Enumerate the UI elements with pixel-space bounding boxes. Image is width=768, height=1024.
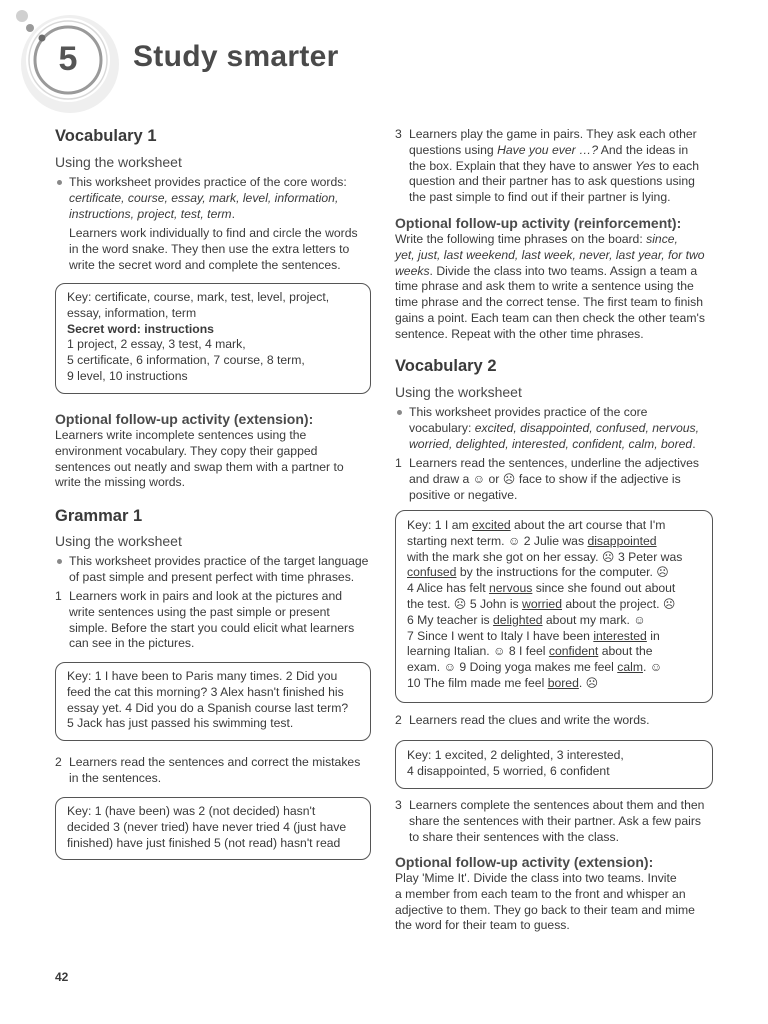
text-segment: .	[692, 436, 696, 451]
item-number: 2	[395, 713, 402, 727]
text-segment: Play 'Mime It'. Divide the class into two teams. Invite a member from each team to the front and whisper an adjective to them. They go back to their team and mime the word for their team to guess.	[395, 871, 695, 933]
vocab2-subheading: Using the worksheet	[395, 384, 522, 400]
item-number: 3	[395, 127, 402, 141]
text-segment: Key: certificate, course, mark, test, level, project, essay, information, term	[67, 290, 330, 320]
text-segment: Secret word: instructions	[67, 321, 214, 336]
grammar1-heading: Grammar 1	[55, 507, 143, 525]
vocab2-item-1-text	[395, 456, 699, 503]
grammar1-subheading: Using the worksheet	[55, 533, 182, 549]
vocab1-key-box	[55, 283, 371, 394]
vocab1-paragraph	[69, 226, 358, 273]
grammar1-key-2-text	[67, 804, 346, 851]
underlined-word: delighted	[493, 612, 543, 627]
ext1-heading: Optional follow-up activity (extension):	[55, 411, 314, 427]
text-segment: .	[231, 206, 235, 221]
reinforcement-paragraph	[395, 232, 705, 343]
text-segment: about the exam. ☺ 9 Doing yoga makes me feel	[407, 644, 653, 675]
text-segment: And the ideas in the box. Explain that they have to answer	[409, 142, 689, 173]
text-segment: Key: 1 I have been to Paris many times. 2 Did you feed the cat this morning? 3 Alex hasn't finished his essay yet. 4 Did you do a Spanish course last term? 5 Jack has just passed his swimming test.	[67, 669, 349, 731]
text-segment: Learners read the clues and write the words.	[409, 713, 650, 727]
text-segment: . ☺ 10 The film made me feel	[407, 660, 663, 690]
underlined-word: confused	[407, 565, 457, 580]
italic-text: Yes	[635, 158, 656, 173]
vocab1-bullet-text	[55, 175, 347, 222]
text-segment: This worksheet provides practice of the core words:	[69, 175, 347, 189]
text-segment: about the project. ☹ 6 My teacher is	[407, 596, 676, 627]
grammar1-item-2-text	[55, 755, 360, 787]
underlined-word: worried	[522, 596, 562, 611]
page-number: 42	[55, 970, 69, 984]
text-segment: with the mark she got on her essay. ☹ 3 Peter was	[407, 549, 683, 564]
underlined-word: confident	[548, 644, 599, 659]
italic-text: since, yet, just, last weekend, last week, never, last year, for two weeks	[395, 232, 705, 278]
italic-text: certificate, course, essay, mark, level, information, instructions, project, test, term	[69, 190, 339, 221]
page-title: Study smarter	[133, 40, 339, 73]
text-segment: Learners read the sentences, underline the adjectives and draw a ☺ or ☹ face to show if the adjective is positive or negative.	[409, 456, 699, 502]
item-number: 1	[55, 589, 62, 603]
grammar1-bullet-text	[55, 554, 368, 586]
text-segment: . Divide the class into two teams. Assign a team a time phrase and ask them to write a sentence using the time phrase and the correct tense. The first team to finish gains a point. Each team can then check the other team's sentence. Repeat with the other time phrases.	[395, 263, 705, 341]
vocab2-key-box-2	[395, 740, 713, 789]
grammar1-key-box-2	[55, 797, 371, 860]
text-segment: Learners work in pairs and look at the pictures and write sentences using the past simple or present simple. Before the start you could elicit what learners can see in the pictures.	[69, 589, 355, 651]
vocab2-key-2-text	[407, 748, 624, 780]
vocab2-item-2-text	[395, 713, 650, 729]
grammar1-key-1-text	[67, 669, 348, 732]
text-segment: This worksheet provides practice of the target language of past simple and present perfect with time phrases.	[69, 554, 369, 584]
vocab2-heading: Vocabulary 2	[395, 357, 497, 375]
underlined-word: excited	[472, 518, 511, 532]
vocab1-key-text	[67, 290, 329, 385]
text-segment: Learners complete the sentences about them and then share the sentences with their partner. Ask a few pairs to share their sentences with the class.	[409, 798, 705, 844]
text-segment: Learners play the game in pairs. They ask each other questions using	[409, 127, 697, 157]
text-segment: about my mark. ☺ 7 Since I went to Italy I have been	[407, 612, 646, 643]
text-segment: 1 project, 2 essay, 3 test, 4 mark, 5 certificate, 6 information, 7 course, 8 term, 9 level, 10 instructions	[67, 337, 305, 383]
vocab1-heading: Vocabulary 1	[55, 127, 157, 145]
vocab1-subheading: Using the worksheet	[55, 154, 182, 170]
item-number: 1	[395, 456, 402, 470]
text-segment: by the instructions for the computer. ☹ 4 Alice has felt	[407, 565, 670, 596]
text-segment: This worksheet provides practice of the core vocabulary:	[409, 405, 648, 435]
item-number: 2	[55, 755, 62, 769]
text-segment: to each question and their partner has to ask questions using the past simple to find out if their partner is lying.	[409, 158, 699, 205]
text-segment: Write the following time phrases on the board:	[395, 232, 647, 246]
vocab2-item-3-text	[395, 798, 704, 845]
vocab2-bullet-text	[395, 405, 699, 452]
text-segment: . ☹	[578, 675, 599, 690]
italic-text: excited, disappointed, confused, nervous, worried, delighted, interested, confident, calm, bored	[409, 420, 699, 451]
underlined-word: calm	[617, 660, 643, 675]
vocab2-key-box-1	[395, 510, 713, 703]
text-segment: Key: 1 excited, 2 delighted, 3 interested, 4 disappointed, 5 worried, 6 confident	[407, 748, 624, 778]
item-number: 3	[395, 798, 402, 812]
ext1-paragraph	[55, 428, 344, 491]
text-segment: Key: 1 (have been) was 2 (not decided) hasn't decided 3 (never tried) have never tried 4 (just have finished) have just finished 5 (not read) hasn't read	[67, 804, 347, 850]
game-item-3-text	[395, 127, 699, 206]
text-segment: Learners read the sentences and correct the mistakes in the sentences.	[69, 755, 361, 785]
grammar1-item-1-text	[55, 589, 354, 652]
italic-text: Have you ever …?	[497, 142, 599, 157]
text-segment: Learners work individually to find and circle the words in the word snake. They then use the extra letters to write the secret word and complete the sentences.	[69, 226, 358, 272]
underlined-word: interested	[593, 628, 647, 643]
text-segment: Learners write incomplete sentences using the environment vocabulary. They copy their gapped sentences out neatly and swap them with a partner to write the missing words.	[55, 428, 344, 490]
chapter-badge	[16, 8, 126, 118]
vocab2-key-1-text	[407, 518, 682, 692]
reinforcement-heading: Optional follow-up activity (reinforcement):	[395, 215, 682, 231]
text-segment: in learning Italian. ☺ 8 I feel	[407, 628, 660, 659]
underlined-word: nervous	[488, 581, 533, 596]
text-segment: since she found out about the test. ☹ 5 John is	[407, 581, 676, 611]
chapter-number: 5	[58, 40, 78, 78]
text-segment: Key: 1 I am	[407, 518, 473, 532]
ext2-heading: Optional follow-up activity (extension):	[395, 854, 654, 870]
underlined-word: disappointed	[587, 533, 657, 548]
grammar1-key-box-1	[55, 662, 371, 741]
ext2-paragraph	[395, 871, 695, 934]
text-segment: about the art course that I'm starting next term. ☺ 2 Julie was	[407, 518, 666, 548]
underlined-word: bored	[547, 675, 579, 690]
